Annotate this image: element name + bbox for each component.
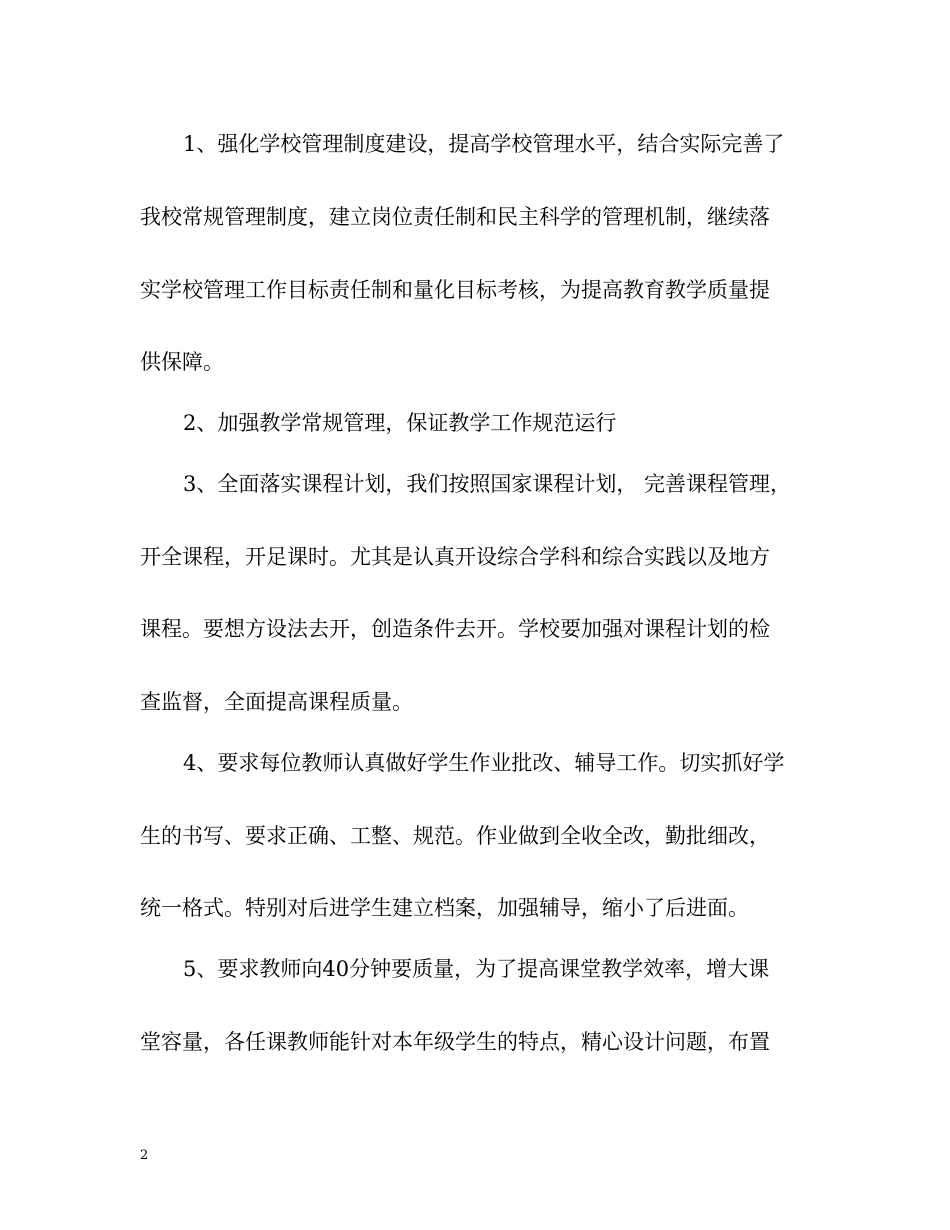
paragraph-line: 3、全面落实课程计划，我们按照国家课程计划， 完善课程管理， (183, 472, 792, 496)
paragraph-line: 实学校管理工作目标责任制和量化目标考核，为提高教育教学质量提 (140, 278, 770, 302)
page-number: 2 (140, 1148, 149, 1163)
paragraph-line: 课程。要想方设法去开，创造条件去开。学校要加强对课程计划的检 (140, 617, 770, 641)
paragraph-line: 1、强化学校管理制度建设，提高学校管理水平，结合实际完善了 (183, 132, 785, 156)
paragraph-line: 5、要求教师向40分钟要质量，为了提高课堂教学效率，增大课 (183, 957, 770, 981)
paragraph-line: 供保障。 (140, 350, 224, 374)
paragraph-line: 我校常规管理制度，建立岗位责任制和民主科学的管理机制，继续落 (140, 205, 770, 229)
paragraph-line: 4、要求每位教师认真做好学生作业批改、辅导工作。切实抓好学 (183, 751, 785, 775)
paragraph-line: 2、加强教学常规管理，保证教学工作规范运行 (183, 411, 617, 435)
paragraph-line: 堂容量，各任课教师能针对本年级学生的特点，精心设计问题，布置 (140, 1030, 770, 1054)
paragraph-line: 统一格式。特别对后进学生建立档案，加强辅导，缩小了后进面。 (140, 896, 749, 920)
paragraph-line: 开全课程，开足课时。尤其是认真开设综合学科和综合实践以及地方 (140, 545, 770, 569)
paragraph-line: 查监督，全面提高课程质量。 (140, 690, 413, 714)
paragraph-line: 生的书写、要求正确、工整、规范。作业做到全收全改，勤批细改， (140, 824, 770, 848)
